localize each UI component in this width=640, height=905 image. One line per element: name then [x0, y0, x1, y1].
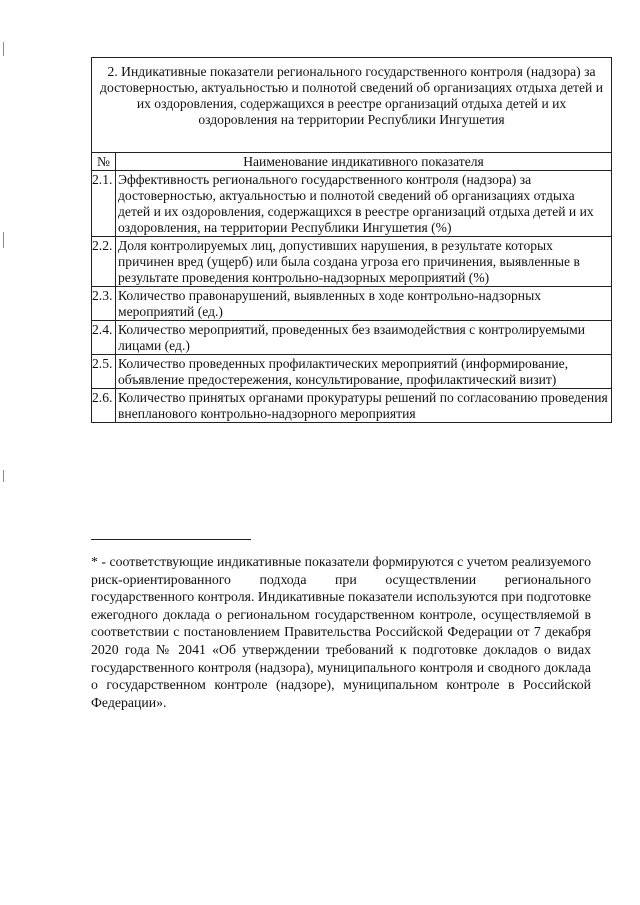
- scan-artifact-line: [3, 470, 4, 482]
- table-row: [92, 355, 612, 389]
- table-row: [92, 237, 612, 287]
- row-indicator-name: Количество принятых органами прокуратуры решений по согласованию проведения внепланового контрольно-надзорного мероприятия: [116, 389, 612, 423]
- row-number: 2.4.: [92, 321, 116, 355]
- table-row: [92, 389, 612, 423]
- section-title-row: [92, 58, 612, 153]
- row-number: 2.3.: [92, 287, 116, 321]
- header-indicator-name: Наименование индикативного показателя: [116, 153, 612, 171]
- row-indicator-name: Количество проведенных профилактических мероприятий (информирование, объявление предостережения, консультирование, профилактический визит): [116, 355, 612, 389]
- footnote-text: * - соответствующие индикативные показатели формируются с учетом реализуемого риск-ориентированного подхода при осуществлении регионального государственного контроля. Индикативные показатели используются при подготовке ежегодного доклада о региональном государственном контроле, осуществляемой в соответствии с постановлением Правительства Российской Федерации от 7 декабря 2020 года № 2041 «Об утверждении требований к подготовке докладов о видах государственного контроля (надзора), муниципального контроля и сводного доклада о государственном контроле (надзоре), муниципальном контроле в Российской Федерации».: [91, 554, 591, 710]
- scan-artifact-line: [3, 42, 4, 56]
- table-row: [92, 321, 612, 355]
- scan-artifact-line: [3, 232, 4, 248]
- table-row: [92, 171, 612, 237]
- indicator-table: [91, 57, 612, 423]
- table-header-row: [92, 153, 612, 171]
- section-title: 2. Индикативные показатели регионального государственного контроля (надзора) за достоверностью, актуальностью и полнотой сведений об организациях отдыха детей и их оздоровления, содержащихся в реестре организаций отдыха детей и их оздоровления на территории Республики Ингушетия: [92, 58, 612, 153]
- footnote-separator: [91, 539, 251, 540]
- row-indicator-name: Доля контролируемых лиц, допустивших нарушения, в результате которых причинен вред (ущерб) или была создана угроза его причинения, выявленные в результате проведения контрольно-надзорных мероприятий (%): [116, 237, 612, 287]
- row-number: 2.1.: [92, 171, 116, 237]
- row-indicator-name: Количество мероприятий, проведенных без взаимодействия с контролируемыми лицами (ед.): [116, 321, 612, 355]
- table-row: [92, 287, 612, 321]
- row-indicator-name: Эффективность регионального государственного контроля (надзора) за достоверностью, актуальностью и полнотой сведений об организациях отдыха детей и их оздоровления, содержащихся в реестре организаций отдыха детей и их оздоровления, на территории Республики Ингушетия (%): [116, 171, 612, 237]
- row-number: 2.2.: [92, 237, 116, 287]
- row-indicator-name: Количество правонарушений, выявленных в ходе контрольно-надзорных мероприятий (ед.): [116, 287, 612, 321]
- header-number: №: [92, 153, 116, 171]
- row-number: 2.6.: [92, 389, 116, 423]
- row-number: 2.5.: [92, 355, 116, 389]
